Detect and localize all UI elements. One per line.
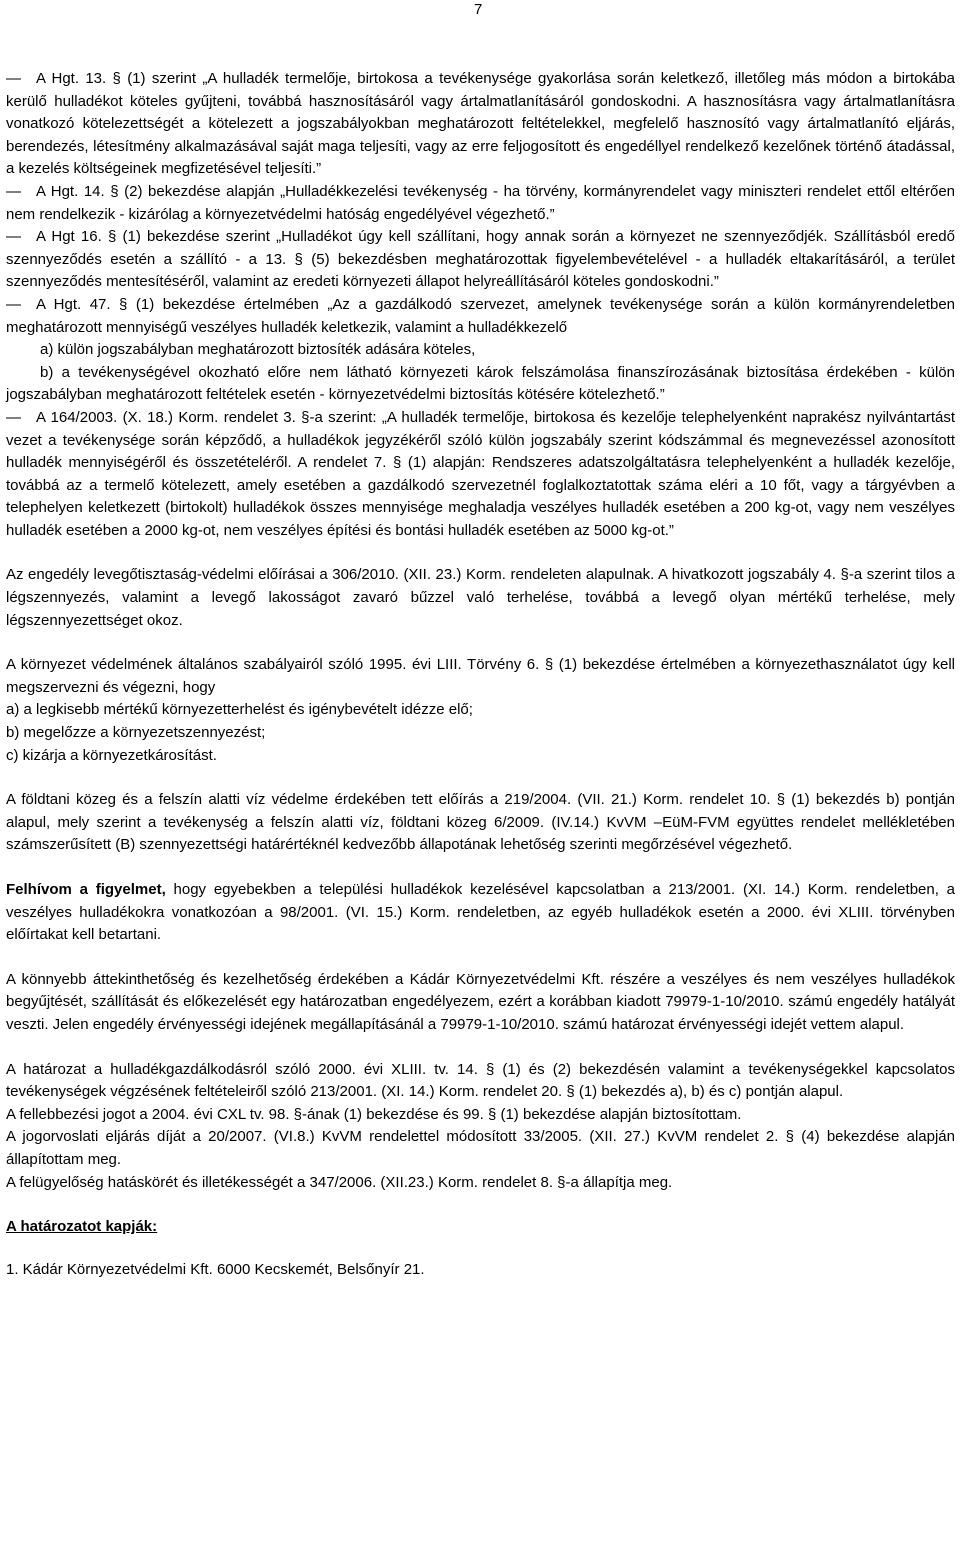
- felhivom-text: hogy egyebekben a települési hulladékok kezelésével kapcsolatban a 213/2001. (XI. 14.) Korm. rendeletben, a veszélyes hulladékokra vonatkozóan a 98/2001. (VI. 15.) Korm. rendeletben, az egyéb hulladékok esetén a 2000. évi XLIII. törvényben előírtakat kell betartani.: [6, 881, 955, 944]
- quote-text: A Hgt. 13. § (1) szerint „A hulladék termelője, birtokosa a tevékenysége gyakorlása során keletkező, illetőleg más módon a birtokába kerülő hulladékot köteles gyűjteni, továbbá hasznosításáról vagy ártalmatlanításáról gondoskodni. A hasznosításra vagy ártalmatlanításra vonatkozó kötelezettségét a kötelezett a jogszabályokban meghatározott feltételekkel, megfelelő hasznosító vagy ártalmatlanító eljárás, berendezés, létesítmény alkalmazásával saját maga teljesíti, vagy az erre feljogosított és engedéllyel rendelkező kezelőnek történő átadással, a kezelés költségeinek megfizetésével teljesíti.”: [6, 70, 955, 178]
- paragraph-kvt-a: a) a legkisebb mértékű környezetterhelést és igénybevételt idézze elő;: [6, 701, 473, 719]
- paragraph-jogorvoslati: A jogorvoslati eljárás díját a 20/2007. (VI.8.) KvVM rendelettel módosított 33/2005. (XII. 27.) KvVM rendelet 2. § (4) bekezdése alapján állapítottam meg.: [6, 1128, 955, 1168]
- quote-hgt-47-a: a) külön jogszabályban meghatározott biztosíték adására köteles,: [40, 341, 476, 359]
- page-number: 7: [474, 1, 483, 18]
- quote-text: A Hgt 16. § (1) bekezdése szerint „Hulladékot úgy kell szállítani, hogy annak során a környezet ne szennyeződjék. Szállításból eredő szennyeződés esetén a szállító - a 13. § (5) bekezdésben meghatározottak figyelembevételével - a hulladék eltakarításáról, a terület szennyeződés mentesítéséről, valamint az eredeti környezeti állapot helyreállításáról köteles gondoskodni.”: [6, 228, 955, 291]
- quote-text: b) a tevékenységével okozható előre nem látható környezeti károk felszámolása finanszírozásának biztosítása érdekében - külön jogszabályban meghatározott feltételek esetén - környezetvédelmi biztosítás kötésére kötelezhető.”: [6, 363, 955, 404]
- paragraph-felugyeloseg: A felügyelőség hatáskörét és illetékességét a 347/2006. (XII.23.) Korm. rendelet 8. §-a állapítja meg.: [6, 1173, 673, 1191]
- dash-bullet: —: [6, 228, 21, 246]
- paragraph-felhivom: [6, 879, 955, 947]
- document-body: [6, 68, 955, 1281]
- quote-hgt-13: [6, 68, 955, 181]
- dash-bullet: —: [6, 408, 21, 426]
- quote-hgt-47: [6, 294, 955, 339]
- paragraph-foldtani: A földtani közeg és a felszín alatti víz védelme érdekében tett előírás a 219/2004. (VII. 21.) Korm. rendelet 10. § (1) bekezdés b) pontján alapul, mely szerint a tevékenység a felszín alatti víz, földtani közeg 6/2009. (IV.14.) KvVM –EüM-FVM együttes rendelet mellékletében számszerűsített (B) szennyezettségi határértéknél kedvezőbb állapotának lehetőség szerinti megőrzésével végezhető.: [6, 791, 955, 854]
- paragraph-fellebbezes: A fellebbezési jogot a 2004. évi CXL tv. 98. §-ának (1) bekezdése és 99. § (1) bekezdése alapján biztosítottam.: [6, 1105, 742, 1123]
- felhivom-bold: Felhívom a figyelmet,: [6, 881, 166, 898]
- dash-bullet: —: [6, 182, 21, 200]
- dash-bullet: —: [6, 70, 21, 87]
- paragraph-levego: Az engedély levegőtisztaság-védelmi előírásai a 306/2010. (XII. 23.) Korm. rendeleten alapulnak. A hivatkozott jogszabály 4. §-a szerint tilos a légszennyezés, valamint a levegő lakosságot zavaró bűzzel való terhelése, továbbá a levegő olyan mértékű terhelése, mely légszennyezettséget okoz.: [6, 566, 955, 629]
- paragraph-hatarozat: A határozat a hulladékgazdálkodásról szóló 2000. évi XLIII. tv. 14. § (1) és (2) bekezdésén valamint a tevékenységekkel kapcsolatos tevékenységek végzésének feltételeiről szóló 213/2001. (XI. 14.) Korm. rendelet 20. § (1) bekezdés a), b) és c) pontján alapul.: [6, 1060, 955, 1101]
- paragraph-kvt-c: c) kizárja a környezetkárosítást.: [6, 746, 217, 764]
- paragraph-kvt-b: b) megelőzze a környezetszennyezést;: [6, 724, 266, 742]
- quote-hgt-16: [6, 226, 955, 294]
- dash-bullet: —: [6, 295, 21, 313]
- quote-text: A 164/2003. (X. 18.) Korm. rendelet 3. §-a szerint: „A hulladék termelője, birtokosa és kezelője telephelyenként naprakész nyilvántartást vezet a tevékenysége során képződő, a hulladékok jegyzékéről szóló külön jogszabály szerint kódszámmal és megnevezéssel azonosított hulladék mennyiségéről és összetételéről. A rendelet 7. § (1) alapján: Rendszeres adatszolgáltatásra telephelyenként a hulladék kezelője, továbbá az a termelő kötelezett, amely esetében a gazdálkodó szervezetnél foglalkoztatottak száma eléri a 10 főt, vagy a tárgyévben a telephelyen keletkezett (birtokolt) hulladékok összes mennyisége meghaladja veszélyes hulladék esetében a 200 kg-ot, vagy nem veszélyes hulladék esetében a 2000 kg-ot, nem veszélyes építési és bontási hulladék esetében az 5000 kg-ot.”: [6, 408, 955, 539]
- quote-korm-164: [6, 407, 955, 543]
- paragraph-konnyebb: A könnyebb áttekinthetőség és kezelhetőség érdekében a Kádár Környezetvédelmi Kft. részére a veszélyes és nem veszélyes hulladékok begyűjtését, szállítását és előkezelését egy határozatban engedélyezem, ezért a korábban kiadott 79979-1-10/2010. számú engedély hatályát veszti. Jelen engedély érvényességi idejének megállapításánál a 79979-1-10/2010. számú határozat érvényességi idejét vettem alapul.: [6, 970, 955, 1033]
- recipients-title: A határozatot kapják:: [6, 1218, 158, 1236]
- quote-text: A Hgt. 14. § (2) bekezdése alapján „Hulladékkezelési tevékenység - ha törvény, kormányrendelet vagy miniszteri rendelet ettől eltérően nem rendelkezik - kizárólag a környezetvédelmi hatóság engedélyével végezhető.”: [6, 182, 955, 223]
- quote-text: A Hgt. 47. § (1) bekezdése értelmében „Az a gazdálkodó szervezet, amelynek tevékenysége során a külön kormányrendeletben meghatározott mennyiségű veszélyes hulladék keletkezik, valamint a hulladékkezelő: [6, 295, 955, 336]
- quote-hgt-47-b: [6, 362, 955, 407]
- recipients-heading: [6, 1216, 955, 1239]
- quote-hgt-14: [6, 181, 955, 226]
- recipient-item: 1. Kádár Környezetvédelmi Kft. 6000 Kecskemét, Belsőnyír 21.: [6, 1260, 425, 1278]
- paragraph-kvt: A környezet védelmének általános szabályairól szóló 1995. évi LIII. Törvény 6. § (1) bekezdése értelmében a környezethasználatot úgy kell megszervezni és végezni, hogy: [6, 656, 955, 696]
